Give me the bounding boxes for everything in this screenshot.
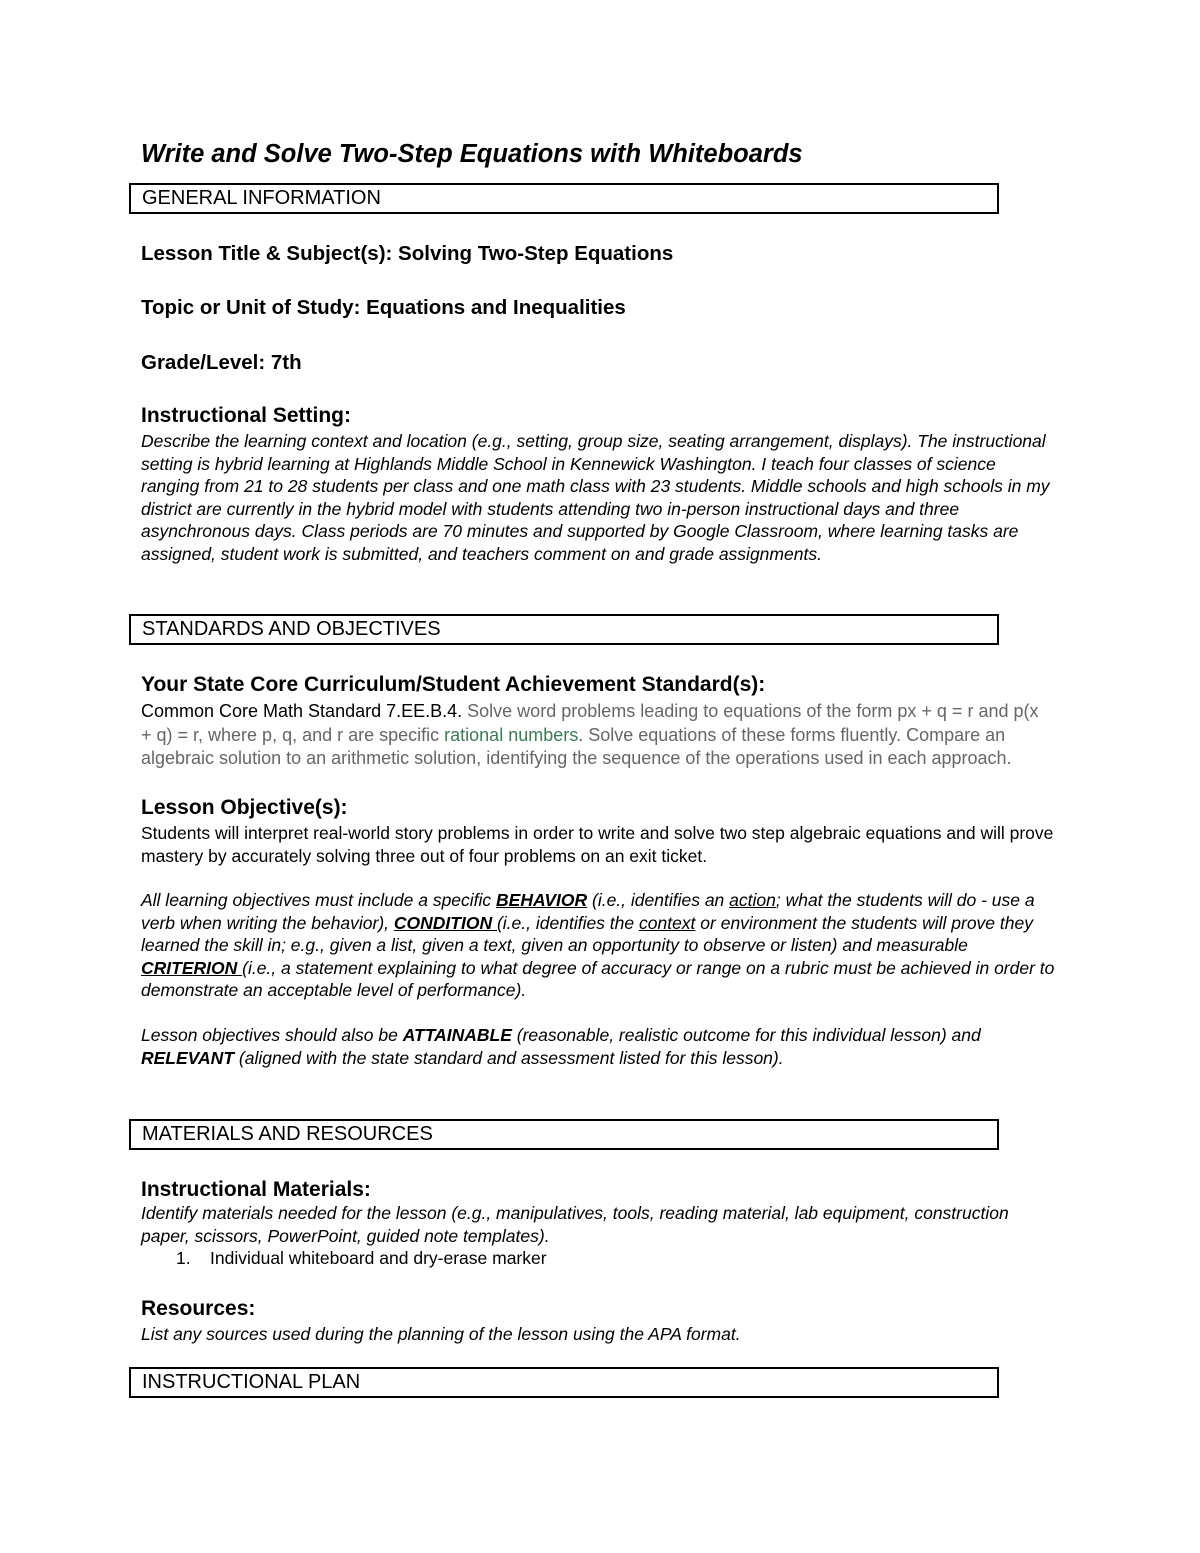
state-standard-heading: Your State Core Curriculum/Student Achievement Standard(s): bbox=[141, 673, 766, 696]
relevant-term: RELEVANT bbox=[141, 1047, 235, 1068]
instructional-setting-heading: Instructional Setting: bbox=[141, 404, 351, 427]
topic-field: Topic or Unit of Study: Equations and Inequalities bbox=[141, 296, 626, 319]
context-term: context bbox=[639, 912, 696, 933]
section-header-general-information bbox=[129, 183, 999, 214]
objective-guidance-text bbox=[141, 889, 1061, 1002]
guidance-text-part: ; what the students will do - use a verb when writing the behavior), bbox=[141, 890, 1035, 933]
guidance-text-part: All learning objectives must include a specific bbox=[141, 890, 497, 910]
action-term: action bbox=[729, 890, 776, 910]
guidance-text-part: (i.e., a statement explaining to what degree of accuracy or range on a rubric must be achieved in order to demonstrate an acceptable level of performance). bbox=[141, 957, 1055, 1001]
section-header-materials-resources bbox=[129, 1119, 999, 1150]
guidance-text-part: (i.e., identifies an bbox=[587, 890, 730, 910]
standard-text-part: . Solve equations of these forms fluently. Compare an algebraic solution to an arithmetic solution, identifying the sequence of the operations used in each approach. bbox=[141, 724, 1012, 768]
behavior-term: BEHAVIOR bbox=[496, 890, 588, 910]
guidance-text-part: (reasonable, realistic outcome for this individual lesson) and bbox=[511, 1025, 981, 1045]
list-item-number: 1. bbox=[176, 1248, 191, 1268]
resources-heading: Resources: bbox=[141, 1297, 256, 1320]
instructional-materials-text: Identify materials needed for the lesson (e.g., manipulatives, tools, reading material, lab equipment, construction paper, scissors, PowerPoint, guided note templates). bbox=[141, 1203, 1009, 1246]
section-header-standards-objectives bbox=[129, 614, 999, 645]
section-header-label: STANDARDS AND OBJECTIVES bbox=[142, 618, 441, 640]
instructional-setting-text: Describe the learning context and location (e.g., setting, group size, seating arrangement, displays). The instructional setting is hybrid learning at Highlands Middle School in Kennewick Washington. I teach four classes of science ranging from 21 to 28 students per class and one math class with 23 students. Middle schools and high schools in my district are currently in the hybrid model with students attending two in-person instructional days and three asynchronous days. Class periods are 70 minutes and supported by Google Classroom, where learning tasks are assigned, student work is submitted, and teachers comment on and grade assignments. bbox=[141, 431, 1050, 564]
condition-term: CONDITION bbox=[393, 912, 497, 933]
guidance-text-part: (aligned with the state standard and assessment listed for this lesson). bbox=[234, 1047, 784, 1068]
guidance-text-part: or environment the students will prove they learned the skill in; e.g., given a list, given a text, given an opportunity to observe or listen) and measurable bbox=[141, 912, 1033, 956]
standard-code: Common Core Math Standard 7.EE.B.4. bbox=[141, 701, 463, 721]
list-item-text: Individual whiteboard and dry-erase marker bbox=[210, 1248, 547, 1268]
section-header-label: INSTRUCTIONAL PLAN bbox=[142, 1371, 361, 1393]
document-title: Write and Solve Two-Step Equations with Whiteboards bbox=[141, 140, 803, 168]
attainable-term: ATTAINABLE bbox=[402, 1025, 512, 1045]
objective-attainable-text bbox=[141, 1024, 1061, 1069]
guidance-text-part: (i.e., identifies the bbox=[496, 912, 639, 933]
lesson-objective-heading: Lesson Objective(s): bbox=[141, 796, 348, 819]
guidance-text-part: Lesson objectives should also be bbox=[141, 1025, 403, 1045]
rational-numbers-link[interactable]: rational numbers bbox=[444, 724, 579, 745]
standard-text-part: Solve word problems leading to equations of the form px + q = r and p(x + q) = r, where p, q, and r are specific bbox=[141, 701, 1039, 745]
state-standard-text bbox=[141, 700, 1053, 771]
section-header-instructional-plan bbox=[129, 1367, 999, 1398]
instructional-materials-heading: Instructional Materials: bbox=[141, 1178, 371, 1201]
section-header-label: MATERIALS AND RESOURCES bbox=[142, 1123, 433, 1145]
grade-level-field: Grade/Level: 7th bbox=[141, 351, 302, 374]
lesson-title-field: Lesson Title & Subject(s): Solving Two-Step Equations bbox=[141, 242, 674, 265]
lesson-objective-text: Students will interpret real-world story problems in order to write and solve two step algebraic equations and will prove mastery by accurately solving three out of four problems on an exit ticket. bbox=[141, 823, 1054, 866]
section-header-label: GENERAL INFORMATION bbox=[142, 187, 381, 209]
criterion-term: CRITERION bbox=[141, 957, 243, 978]
resources-text: List any sources used during the planning of the lesson using the APA format. bbox=[141, 1324, 741, 1344]
list-item bbox=[176, 1248, 547, 1269]
